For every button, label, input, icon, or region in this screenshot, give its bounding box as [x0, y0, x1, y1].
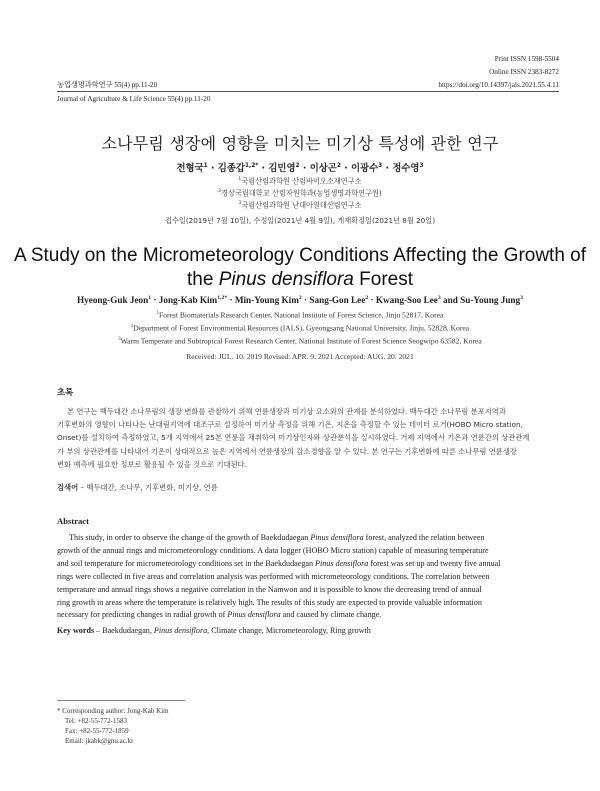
author-kr: 김종갑 [217, 163, 245, 174]
english-affiliations [0, 308, 600, 347]
english-abstract-body: This study, in order to observe the change of the growth of Baekdudaegan Pinus densiflora forest, analyzed the relation between growth of the annual rings and micrometeorology conditions. A data logger (HOBO Micro station) capable of measuring temperature and soil temperature for micrometeorology conditions set in the Baekdudaegan Pinus densiflora forest was set up and twenty five annual rings were collected in five areas and correlation analysis was performed with micrometeorology conditions. The correlation between temperature and annual rings shows a negative correlation in the Namwon and it is possible to know the decreasing trend of annual ring growth in areas where the temperature is relatively high. The results of this study are expected to provide valuable information necessary for predicting changes in radial growth of Pinus densiflora and caused by climate change. [57, 533, 501, 620]
korean-abstract-body: 본 연구는 백두대간 소나무림의 생장 변화를 관찰하기 위해 연륜생장과 미기상 요소와의 관계를 분석하였다. 백두대간 소나무림 분포지역과 기후변화의 영향이 나타나는 난대림지역에 대조구로 설정하여 미기상 측정을 위해 기온, 지온을 측정할 수 있는 데이터 로거(HOBO Micro station, Onset)를 설치하여 측정하였고, 5개 지역에서 25본 연륜을 채취하여 미기상인자와 상관분석을 실시하였다. 거제 지역에서 기온과 연륜간의 상관관계 가 부의 상관관계를 나타내어 기온이 상대적으로 높은 지역에서 연륜생장의 감소경향을 알 수 있다. 본 연구는 기후변화에 따른 소나무림 연륜생장 변화 예측에 필요한 정보로 활용될 수 있을 것으로 기대된다. [57, 407, 530, 469]
affiliation-en: $^1$Forest Biomaterials Research Center, National Institute of Forest Science, Jinju 52817, Korea [156, 310, 444, 320]
online-issn: Online ISSN 2383-8272 [489, 68, 559, 76]
author-kr: 이광수 [351, 163, 379, 174]
affiliation-kr: $^2$경상국립대학교 산림자원학과(농업생명과학연구원) [218, 188, 382, 198]
korean-dates: 접수일(2019년 7월 10일), 수정일(2021년 4월 9일), 게재확정일(2021년 8월 20일) [165, 216, 435, 225]
journal-citation-en: Journal of Agriculture & Life Science 55(4) pp.11-20 [57, 95, 211, 103]
english-dates: Received: JUL. 10. 2019 Revised: APR. 9. 2021 Accepted: AUG. 20. 2021 [186, 352, 414, 361]
author-kr: 이상곤 [309, 163, 337, 174]
footnote-divider [57, 700, 185, 701]
doi-link[interactable]: https://doi.org/10.14397/jals.2021.55.4.11 [438, 81, 559, 89]
author-en: Su-Young Jung [460, 295, 521, 306]
author-kr: 전형국 [176, 163, 204, 174]
author-en: Hyeong-Guk Jeon [77, 295, 149, 306]
english-title: A Study on the Micrometeorology Conditions Affecting the Growth of the Pinus densiflora Forest [13, 245, 587, 290]
header-divider [57, 91, 559, 92]
journal-citation-kr: 농업생명과학연구 55(4) pp.11-20 [57, 81, 158, 89]
author-kr: 정수영 [392, 163, 420, 174]
korean-keywords: 검색어 – 백두대간, 소나무, 기후변화, 미기상, 연륜 [57, 483, 218, 492]
korean-abstract-heading: 초록 [57, 387, 74, 397]
author-kr: 김민영 [268, 163, 296, 174]
english-abstract-heading: Abstract [57, 516, 89, 526]
korean-affiliations [0, 175, 600, 211]
author-en: Sang-Gon Lee [309, 295, 366, 306]
affiliation-en: $^3$Warm Temperate and Subtropical Forest Research Center, National Institute of Forest Science Seogwipo 63582, Korea [118, 336, 482, 346]
author-en: Jong-Kab Kim [158, 295, 218, 306]
author-email: Email: jkabk@gnu.ac.kr [65, 737, 134, 745]
affiliation-kr: $^1$국립산림과학원 산림바이오소재연구소 [238, 176, 362, 186]
korean-title: 소나무림 생장에 영향을 미치는 미기상 특성에 관한 연구 [101, 134, 499, 153]
affiliation-en: $^2$Department of Forest Environmental Resources (IALS), Gyeongsang National University, Jinju, 52828, Korea [130, 323, 470, 333]
affiliation-kr: $^3$국립산림과학원 난대아열대산림연구소 [238, 200, 362, 210]
print-issn: Print ISSN 1598-5504 [494, 55, 559, 63]
korean-authors: 전형국$^1$ · 김종갑$^{1,2*}$ · 김민영$^2$ · 이상곤$^2$ · 이광수$^3$ · 정수영$^3$ [176, 162, 424, 174]
english-authors: Hyeong-Guk Jeon$^1$ · Jong-Kab Kim$^{1,2*}$ · Min-Young Kim$^2$ · Sang-Gon Lee$^2$ · Kwang-Soo Lee$^3$ and Su-Young Jung$^3$ [77, 295, 523, 306]
corresponding-author-footnote: * Corresponding author: Jong-Kab Kim Tel: +82-55-772-1583 Fax: +82-55-772-1859 Email: jkabk@gnu.ac.kr [57, 707, 169, 745]
author-en: Min-Young Kim [234, 295, 299, 306]
english-keywords: Key words – Baekdudaegan, Pinus densiflora, Climate change, Micrometeorology, Ring growth [57, 626, 371, 635]
author-en: Kwang-Soo Lee [375, 295, 438, 306]
